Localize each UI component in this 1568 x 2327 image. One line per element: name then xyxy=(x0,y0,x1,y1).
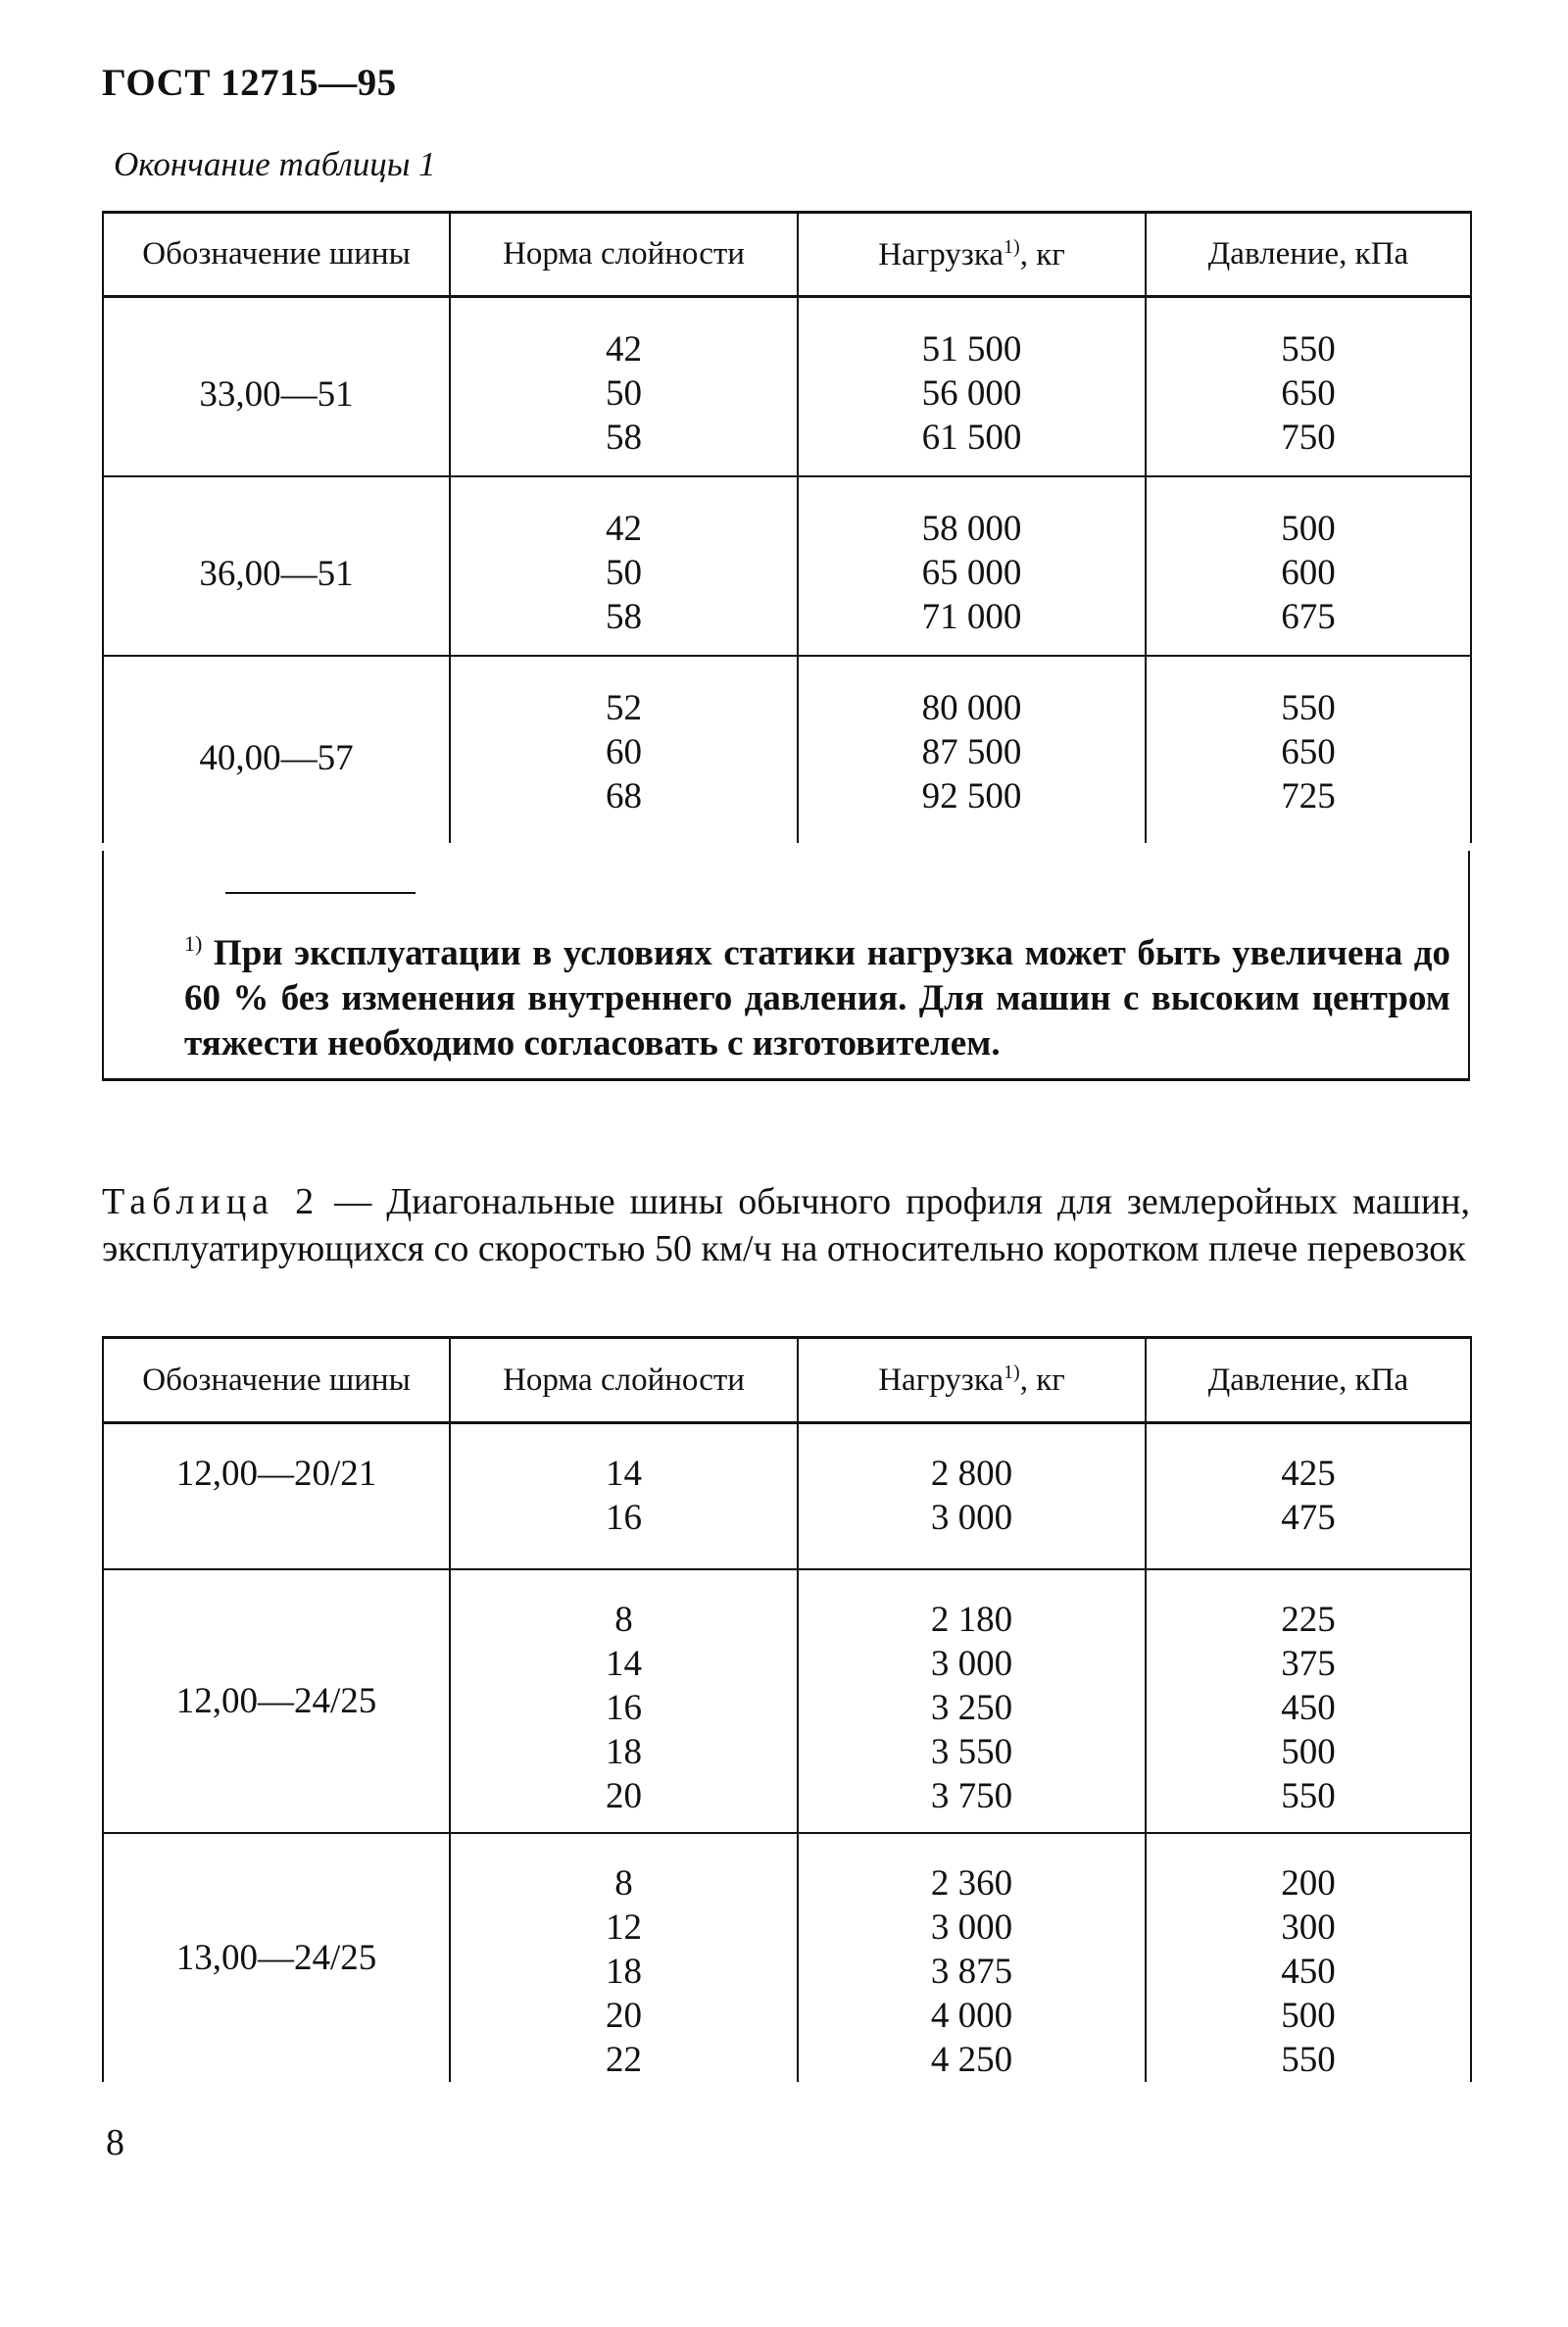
table2-header-code: Обозначение шины xyxy=(103,1338,450,1423)
ply-value: 20 xyxy=(606,1776,642,1816)
pressure-value: 500 xyxy=(1281,1732,1336,1772)
ply-value: 42 xyxy=(606,509,642,549)
pressure-value: 725 xyxy=(1281,776,1336,817)
table1-header-ply: Норма слойности xyxy=(450,213,798,297)
ply-values xyxy=(451,657,797,832)
pressure-value: 375 xyxy=(1281,1644,1336,1684)
pressure-value: 550 xyxy=(1281,1776,1336,1816)
ply-value: 52 xyxy=(606,688,642,728)
ply-value: 22 xyxy=(606,2040,642,2080)
table2 xyxy=(102,1336,1472,2082)
load-values xyxy=(799,1424,1145,1540)
ply-cell xyxy=(450,476,798,656)
table1-header-load xyxy=(798,213,1146,297)
load-value: 2 800 xyxy=(930,1454,1013,1494)
load-value: 3 000 xyxy=(930,1644,1013,1684)
ply-cell xyxy=(450,656,798,843)
pressure-values xyxy=(1147,1834,1470,2082)
table2-header-pressure: Давление, кПа xyxy=(1146,1338,1471,1423)
table2-title xyxy=(102,1178,1470,1272)
footnote-text: При эксплуатации в условиях статики нагрузка может быть увеличена до 60 % без изменения внутреннего давления. Для машин с высоким центром тяжести необходимо согласовать с изготовителем. xyxy=(184,933,1451,1064)
table-row xyxy=(103,1423,1471,1570)
ply-values xyxy=(451,298,797,473)
load-value: 58 000 xyxy=(921,509,1022,549)
ply-cell xyxy=(450,1423,798,1570)
table1-header-code: Обозначение шины xyxy=(103,213,450,297)
tire-code-cell xyxy=(103,297,450,477)
ply-value: 8 xyxy=(614,1600,633,1640)
load-value: 3 750 xyxy=(930,1776,1013,1816)
tire-code: 12,00—20/21 xyxy=(175,1454,377,1494)
ply-value: 50 xyxy=(606,553,642,593)
ply-value: 58 xyxy=(606,418,642,458)
pressure-values xyxy=(1147,1570,1470,1818)
pressure-value: 675 xyxy=(1281,597,1336,637)
pressure-values xyxy=(1147,298,1470,473)
pressure-cell xyxy=(1146,297,1471,477)
load-cell xyxy=(798,297,1146,477)
ply-values xyxy=(451,1834,797,2082)
pressure-value: 550 xyxy=(1281,688,1336,728)
ply-values xyxy=(451,477,797,653)
load-value: 3 000 xyxy=(930,1907,1013,1948)
table1-header-row xyxy=(103,213,1471,297)
table-row xyxy=(103,1833,1471,2082)
pressure-value: 500 xyxy=(1281,509,1336,549)
load-value: 3 000 xyxy=(930,1498,1013,1538)
pressure-value: 225 xyxy=(1281,1600,1336,1640)
load-value: 3 250 xyxy=(930,1688,1013,1728)
pressure-cell xyxy=(1146,1423,1471,1570)
load-value: 56 000 xyxy=(921,373,1022,414)
load-value: 2 180 xyxy=(930,1600,1013,1640)
pressure-value: 550 xyxy=(1281,2040,1336,2080)
ply-value: 18 xyxy=(606,1732,642,1772)
ply-value: 68 xyxy=(606,776,642,817)
ply-value: 16 xyxy=(606,1498,642,1538)
page-number: 8 xyxy=(106,2122,124,2163)
tire-code-cell xyxy=(103,656,450,843)
pressure-value: 450 xyxy=(1281,1688,1336,1728)
table2-header-load xyxy=(798,1338,1146,1423)
table1-body xyxy=(103,297,1471,844)
pressure-values xyxy=(1147,477,1470,653)
pressure-value: 750 xyxy=(1281,418,1336,458)
ply-cell xyxy=(450,297,798,477)
pressure-value: 300 xyxy=(1281,1907,1336,1948)
footnote-ref: 1) xyxy=(1004,1362,1020,1383)
document-header: ГОСТ 12715—95 xyxy=(102,62,397,104)
ply-values xyxy=(451,1570,797,1818)
pressure-value: 650 xyxy=(1281,373,1336,414)
tire-code: 40,00—57 xyxy=(199,737,354,778)
load-label: Нагрузка xyxy=(878,236,1004,272)
load-cell xyxy=(798,1833,1146,2082)
table-row xyxy=(103,476,1471,656)
load-value: 2 360 xyxy=(930,1863,1013,1904)
load-values xyxy=(799,1834,1145,2082)
tire-code-cell xyxy=(103,1833,450,2082)
footnote-ref: 1) xyxy=(1004,235,1020,258)
table-row xyxy=(103,656,1471,843)
pressure-cell xyxy=(1146,476,1471,656)
table2-body xyxy=(103,1423,1471,2083)
ply-value: 50 xyxy=(606,373,642,414)
pressure-value: 425 xyxy=(1281,1454,1336,1494)
load-value: 80 000 xyxy=(921,688,1022,728)
load-value: 61 500 xyxy=(921,418,1022,458)
pressure-cell xyxy=(1146,1833,1471,2082)
ply-cell xyxy=(450,1569,798,1833)
load-value: 71 000 xyxy=(921,597,1022,637)
ply-value: 20 xyxy=(606,1996,642,2036)
load-unit: , кг xyxy=(1019,236,1065,272)
load-values xyxy=(799,298,1145,473)
load-value: 92 500 xyxy=(921,776,1022,817)
load-value: 4 250 xyxy=(930,2040,1013,2080)
pressure-values xyxy=(1147,657,1470,832)
ply-value: 42 xyxy=(606,329,642,370)
pressure-value: 475 xyxy=(1281,1498,1336,1538)
pressure-value: 450 xyxy=(1281,1952,1336,1992)
pressure-cell xyxy=(1146,656,1471,843)
load-value: 4 000 xyxy=(930,1996,1013,2036)
table2-label: Таблица 2 xyxy=(102,1181,320,1222)
load-value: 87 500 xyxy=(921,732,1022,772)
table2-header-ply: Норма слойности xyxy=(450,1338,798,1423)
pressure-value: 650 xyxy=(1281,732,1336,772)
load-values xyxy=(799,1570,1145,1818)
load-cell xyxy=(798,476,1146,656)
table2-header-row xyxy=(103,1338,1471,1423)
ply-value: 18 xyxy=(606,1952,642,1992)
ply-value: 8 xyxy=(614,1863,633,1904)
table1-caption: Окончание таблицы 1 xyxy=(114,145,436,183)
table-row xyxy=(103,297,1471,477)
ply-value: 14 xyxy=(606,1644,642,1684)
load-value: 3 550 xyxy=(930,1732,1013,1772)
table1-footnote xyxy=(184,921,1450,1066)
pressure-cell xyxy=(1146,1569,1471,1833)
load-cell xyxy=(798,1423,1146,1570)
pressure-value: 600 xyxy=(1281,553,1336,593)
footnote-marker: 1) xyxy=(184,931,203,956)
load-values xyxy=(799,477,1145,653)
load-cell xyxy=(798,656,1146,843)
load-cell xyxy=(798,1569,1146,1833)
ply-cell xyxy=(450,1833,798,2082)
pressure-values xyxy=(1147,1424,1470,1540)
ply-value: 16 xyxy=(606,1688,642,1728)
table1-header-pressure: Давление, кПа xyxy=(1146,213,1471,297)
ply-value: 60 xyxy=(606,732,642,772)
pressure-value: 550 xyxy=(1281,329,1336,370)
table1 xyxy=(102,211,1472,843)
pressure-value: 500 xyxy=(1281,1996,1336,2036)
table-row xyxy=(103,1569,1471,1833)
tire-code: 12,00—24/25 xyxy=(175,1681,377,1721)
table2-title-text: — Диагональные шины обычного профиля для землеройных машин, эксплуатирующихся со скоростью 50 км/ч на относительно коротком плече перевозок xyxy=(102,1181,1471,1269)
tire-code-cell xyxy=(103,1569,450,1833)
tire-code-cell xyxy=(103,476,450,656)
load-values xyxy=(799,657,1145,832)
load-value: 65 000 xyxy=(921,553,1022,593)
load-value: 51 500 xyxy=(921,329,1022,370)
tire-code: 33,00—51 xyxy=(199,374,354,415)
load-label: Нагрузка xyxy=(878,1362,1004,1398)
pressure-value: 200 xyxy=(1281,1863,1336,1904)
ply-value: 58 xyxy=(606,597,642,637)
load-value: 3 875 xyxy=(930,1952,1013,1992)
ply-value: 14 xyxy=(606,1454,642,1494)
tire-code: 36,00—51 xyxy=(199,554,354,594)
ply-values xyxy=(451,1424,797,1540)
tire-code: 13,00—24/25 xyxy=(175,1938,377,1978)
footnote-rule xyxy=(225,892,416,894)
tire-code-cell xyxy=(103,1423,450,1570)
ply-value: 12 xyxy=(606,1907,642,1948)
table1-footnote-box xyxy=(102,851,1470,1081)
load-unit: , кг xyxy=(1019,1362,1065,1398)
